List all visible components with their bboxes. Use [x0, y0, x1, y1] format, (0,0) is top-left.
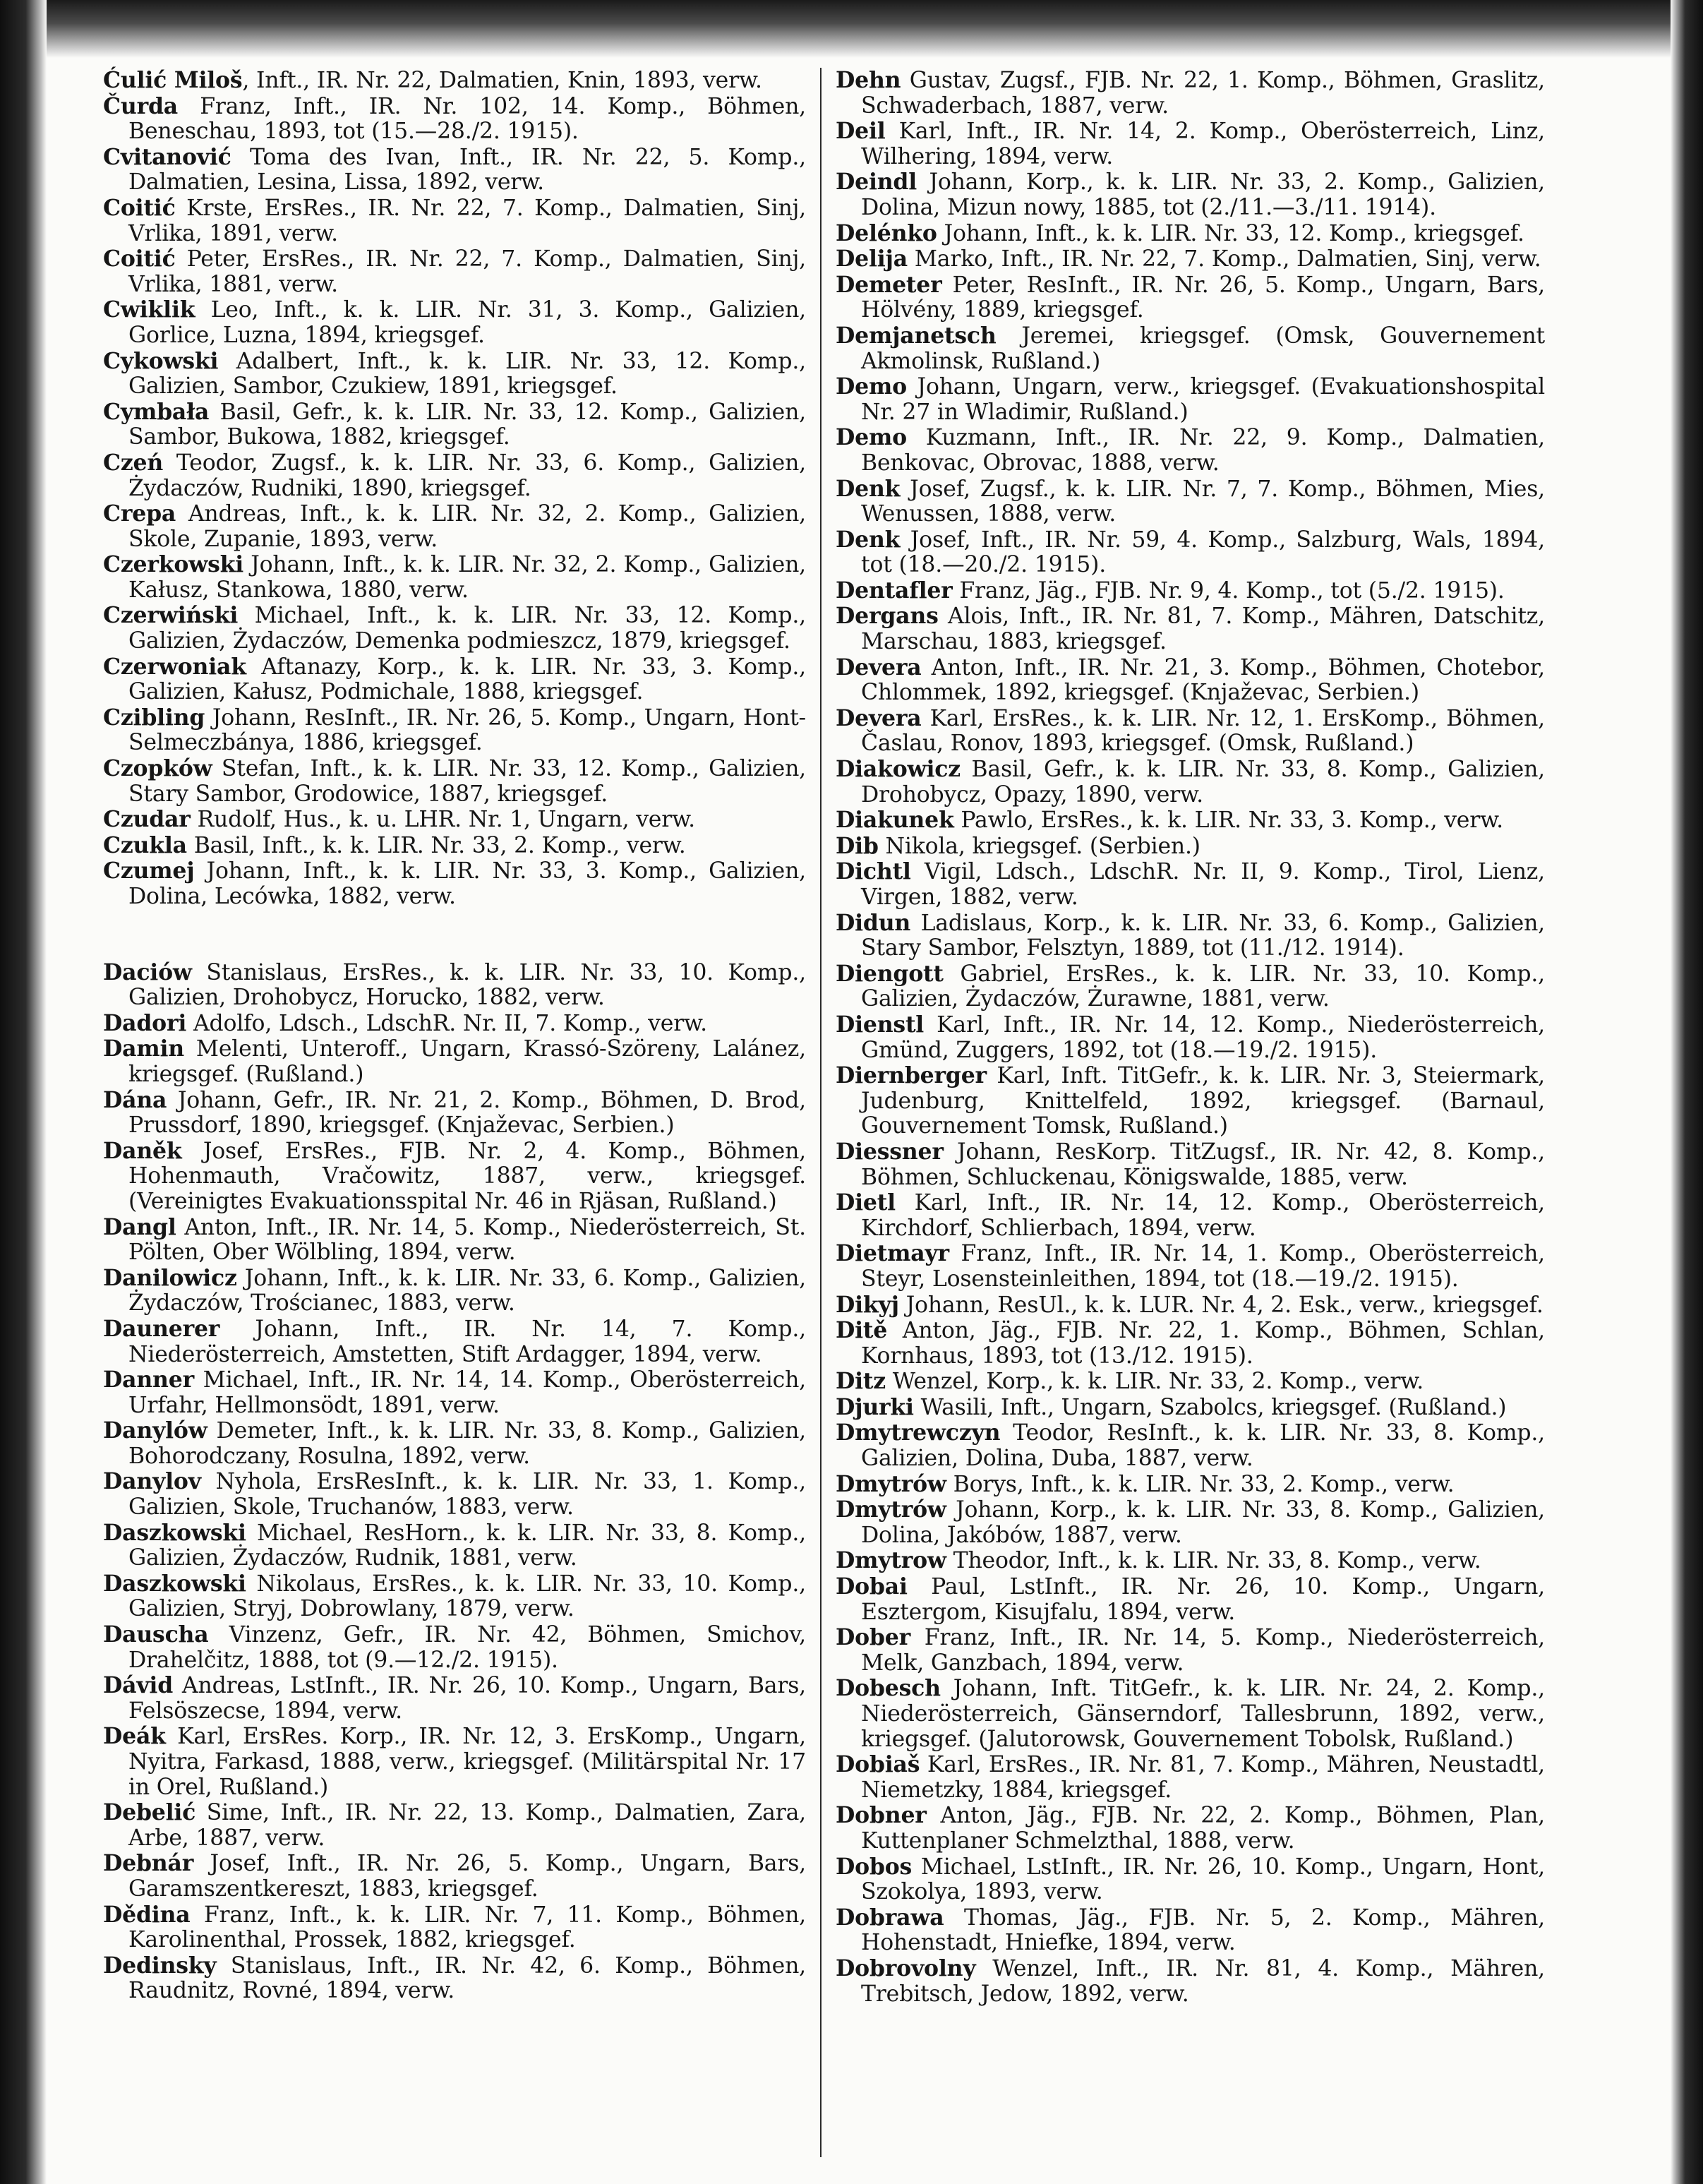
entry-details: Borys, Inft., k. k. LIR. Nr. 33, 2. Komp., verw. [946, 1471, 1455, 1497]
register-entry [103, 1571, 806, 1622]
entry-details: Michael, ResHorn., k. k. LIR. Nr. 33, 8. Komp., Galizien, Żydaczów, Rudnik, 1881, verw. [128, 1520, 806, 1571]
entry-details: Krste, ErsRes., IR. Nr. 22, 7. Komp., Dalmatien, Sinj, Vrlika, 1891, verw. [128, 195, 806, 246]
entry-surname: Daněk [103, 1137, 182, 1164]
entry-details: Karl, Inft., IR. Nr. 14, 12. Komp., Oberösterreich, Kirchdorf, Schlierbach, 1894, verw. [861, 1190, 1545, 1241]
entry-surname: Dmytrow [836, 1547, 946, 1574]
register-entry [836, 1752, 1545, 1803]
register-entry [103, 1011, 806, 1037]
entry-surname: Demjanetsch [836, 322, 997, 349]
register-entry [836, 1548, 1545, 1574]
register-entry [103, 1088, 806, 1139]
entry-details: Johann, Korp., k. k. LIR. Nr. 33, 2. Komp., Galizien, Dolina, Mizun nowy, 1885, tot (2./11.—3./11. 1914). [861, 169, 1545, 220]
register-entry [103, 807, 806, 833]
entry-surname: Cwiklik [103, 296, 195, 323]
entry-surname: Delija [836, 246, 908, 272]
entry-details: Nikolaus, ErsRes., k. k. LIR. Nr. 33, 10. Komp., Galizien, Stryj, Dobrowlany, 1879, verw. [128, 1571, 806, 1622]
register-entry [103, 246, 806, 297]
entry-details: Toma des Ivan, Inft., IR. Nr. 22, 5. Komp., Dalmatien, Lesina, Lissa, 1892, verw. [128, 144, 806, 196]
entry-surname: Deil [836, 118, 886, 145]
register-entry [836, 1956, 1545, 2007]
entry-surname: Dmytrewczyn [836, 1420, 1001, 1446]
entry-details: Marko, Inft., IR. Nr. 22, 7. Komp., Dalmatien, Sinj, verw. [907, 246, 1541, 272]
entry-details: Thomas, Jäg., FJB. Nr. 5, 2. Komp., Mähren, Hohenstadt, Hniefke, 1894, verw. [861, 1904, 1545, 1956]
register-entry [836, 272, 1545, 323]
register-entry [836, 169, 1545, 220]
register-entry [103, 1469, 806, 1520]
register-entry [836, 1574, 1545, 1625]
entry-surname: Devera [836, 654, 922, 680]
entry-details: , Inft., IR. Nr. 22, Dalmatien, Knin, 1893, verw. [242, 68, 762, 93]
entry-details: Teodor, ResInft., k. k. LIR. Nr. 33, 8. Komp., Galizien, Dolina, Duba, 1887, verw. [861, 1420, 1545, 1472]
entry-details: Peter, ResInft., IR. Nr. 26, 5. Komp., Ungarn, Bars, Hölvény, 1889, kriegsgef. [861, 272, 1545, 323]
entry-details: Adalbert, Inft., k. k. LIR. Nr. 33, 12. Komp., Galizien, Sambor, Czukiew, 1891, kriegsgef. [128, 348, 806, 400]
entry-details: Johann, Inft. TitGefr., k. k. LIR. Nr. 24, 2. Komp., Niederösterreich, Gänserndorf, Tallesbrunn, 1892, verw., kriegsgef. (Jalutorowsk, Gouvernement Tobolsk, Rußland.) [861, 1676, 1545, 1752]
entry-surname: Czopków [103, 755, 212, 782]
entry-surname: Ditě [836, 1317, 888, 1344]
entry-surname: Dmytrów [836, 1496, 946, 1523]
register-entry [103, 1724, 806, 1800]
entry-details: Pawlo, ErsRes., k. k. LIR. Nr. 33, 3. Komp., verw. [953, 808, 1503, 834]
register-entry [103, 1520, 806, 1571]
entry-details: Wenzel, Inft., IR. Nr. 81, 4. Komp., Mähren, Trebitsch, Jedow, 1892, verw. [861, 1955, 1545, 2007]
entry-surname: Diakowicz [836, 756, 961, 783]
register-entry [103, 1851, 806, 1902]
entry-details: Gustav, Zugsf., FJB. Nr. 22, 1. Komp., Böhmen, Graslitz, Schwaderbach, 1887, verw. [861, 68, 1545, 119]
entry-details: Anton, Inft., IR. Nr. 14, 5. Komp., Niederösterreich, St. Pölten, Ober Wölbling, 1894, verw. [128, 1214, 806, 1266]
entry-surname: Dmytrów [836, 1470, 946, 1497]
entry-surname: Dauscha [103, 1621, 209, 1648]
entry-surname: Daszkowski [103, 1570, 246, 1597]
entry-details: Wenzel, Korp., k. k. LIR. Nr. 33, 2. Komp., verw. [885, 1369, 1424, 1395]
entry-details: Kuzmann, Inft., IR. Nr. 22, 9. Komp., Dalmatien, Benkovac, Obrovac, 1888, verw. [861, 425, 1545, 476]
entry-surname: Dobiaš [836, 1751, 920, 1778]
register-entry [836, 374, 1545, 425]
entry-details: Vigil, Ldsch., LdschR. Nr. II, 9. Komp., Tirol, Lienz, Virgen, 1882, verw. [861, 859, 1545, 910]
entry-surname: Crepa [103, 500, 176, 527]
entry-surname: Dergans [836, 603, 939, 630]
entry-details: Andreas, LstInft., IR. Nr. 26, 10. Komp., Ungarn, Bars, Felsöszecse, 1894, verw. [128, 1673, 806, 1724]
register-entry [836, 604, 1545, 654]
entry-surname: Denk [836, 475, 901, 502]
entry-surname: Ditz [836, 1368, 886, 1395]
register-entry [103, 1902, 806, 1953]
entry-details: Josef, Inft., IR. Nr. 26, 5. Komp., Ungarn, Bars, Garamszentkereszt, 1883, kriegsgef. [128, 1851, 806, 1902]
entry-details: Sime, Inft., IR. Nr. 22, 13. Komp., Dalmatien, Zara, Arbe, 1887, verw. [128, 1800, 806, 1851]
entry-surname: Dobesch [836, 1675, 941, 1702]
entry-details: Johann, Gefr., IR. Nr. 21, 2. Komp., Böhmen, D. Brod, Prussdorf, 1890, kriegsgef. (Knjaževac, Serbien.) [128, 1087, 806, 1139]
entry-details: Alois, Inft., IR. Nr. 81, 7. Komp., Mähren, Datschitz, Marschau, 1883, kriegsgef. [861, 604, 1545, 655]
column-divider [820, 68, 822, 2157]
entry-details: Franz, Inft., IR. Nr. 14, 1. Komp., Oberösterreich, Steyr, Losensteinleithen, 1894, tot (18.—19./2. 1915). [861, 1241, 1545, 1292]
register-entry [836, 1369, 1545, 1395]
entry-details: Franz, Inft., IR. Nr. 102, 14. Komp., Böhmen, Beneschau, 1893, tot (15.—28./2. 1915). [128, 93, 806, 145]
register-entry [836, 68, 1545, 119]
entry-surname: Czeń [103, 449, 164, 476]
register-entry [103, 1418, 806, 1469]
register-entry [103, 145, 806, 196]
entry-details: Peter, ErsRes., IR. Nr. 22, 7. Komp., Dalmatien, Sinj, Vrlika, 1881, verw. [128, 246, 806, 297]
entry-surname: Dadori [103, 1009, 187, 1036]
register-entry [836, 655, 1545, 706]
register-entry [836, 808, 1545, 834]
entry-details: Anton, Jäg., FJB. Nr. 22, 1. Komp., Böhmen, Schlan, Kornhaus, 1893, tot (13./12. 1915). [861, 1318, 1545, 1369]
entry-details: Nikola, kriegsgef. (Serbien.) [878, 833, 1200, 859]
entry-surname: Deák [103, 1723, 166, 1750]
entry-surname: Debnár [103, 1850, 194, 1877]
entry-details: Rudolf, Hus., k. u. LHR. Nr. 1, Ungarn, verw. [190, 807, 695, 833]
entry-surname: Diengott [836, 960, 944, 987]
entry-details: Johann, ResInft., IR. Nr. 26, 5. Komp., Ungarn, Hont-Selmeczbánya, 1886, kriegsgef. [128, 704, 806, 756]
register-entry [103, 858, 806, 909]
register-entry [836, 246, 1545, 272]
entry-details: Gabriel, ErsRes., k. k. LIR. Nr. 33, 10. Komp., Galizien, Żydaczów, Żurawne, 1881, verw. [861, 961, 1545, 1012]
entry-surname: Dietmayr [836, 1240, 949, 1267]
scan-left-border [0, 0, 47, 2184]
entry-surname: Dober [836, 1624, 910, 1651]
entry-details: Nyhola, ErsResInft., k. k. LIR. Nr. 33, 1. Komp., Galizien, Skole, Truchanów, 1883, verw. [128, 1469, 806, 1520]
entry-details: Johann, ResUl., k. k. LUR. Nr. 4, 2. Esk., verw., kriegsgef. [898, 1292, 1543, 1318]
entry-surname: Daunerer [103, 1315, 220, 1342]
entry-surname: Danilowicz [103, 1264, 237, 1291]
entry-surname: Daciów [103, 959, 192, 985]
entry-details: Leo, Inft., k. k. LIR. Nr. 31, 3. Komp., Galizien, Gorlice, Luzna, 1894, kriegsgef. [128, 297, 806, 348]
entry-surname: Czibling [103, 704, 205, 731]
entry-surname: Dichtl [836, 858, 911, 885]
register-entry [836, 1803, 1545, 1854]
register-entry [103, 1367, 806, 1418]
entry-details: Michael, LstInft., IR. Nr. 26, 10. Komp., Ungarn, Hont, Szokolya, 1893, verw. [861, 1854, 1545, 1905]
entry-surname: Daszkowski [103, 1519, 246, 1546]
entry-surname: Dib [836, 832, 879, 859]
entry-details: Jeremei, kriegsgef. (Omsk, Gouvernement Akmolinsk, Rußland.) [861, 323, 1545, 374]
right-column [836, 68, 1545, 2007]
entry-details: Karl, ErsRes., k. k. LIR. Nr. 12, 1. ErsKomp., Böhmen, Časlau, Ronov, 1893, kriegsgef. (Omsk, Rußland.) [861, 705, 1545, 757]
entry-surname: Dobai [836, 1573, 908, 1600]
register-entry [103, 196, 806, 246]
register-entry [836, 119, 1545, 169]
entry-details: Anton, Jäg., FJB. Nr. 22, 2. Komp., Böhmen, Plan, Kuttenplaner Schmelzthal, 1888, verw. [861, 1803, 1545, 1854]
entry-surname: Denk [836, 526, 901, 553]
entry-details: Demeter, Inft., k. k. LIR. Nr. 33, 8. Komp., Galizien, Bohorodczany, Rosulna, 1892, verw. [128, 1418, 806, 1469]
entry-surname: Ćulić Miloš [103, 67, 243, 93]
entry-surname: Czudar [103, 806, 191, 833]
register-entry [836, 1292, 1545, 1319]
entry-surname: Dikyj [836, 1291, 899, 1318]
entry-details: Ladislaus, Korp., k. k. LIR. Nr. 33, 6. Komp., Galizien, Stary Sambor, Felsztyn, 1889, tot (11./12. 1914). [861, 910, 1545, 961]
register-entry [836, 527, 1545, 578]
register-entry [836, 425, 1545, 476]
register-entry [836, 961, 1545, 1012]
register-entry [103, 501, 806, 552]
entry-details: Karl, Inft., IR. Nr. 14, 2. Komp., Oberösterreich, Linz, Wilhering, 1894, verw. [861, 119, 1545, 169]
register-entry [836, 578, 1545, 604]
register-entry [103, 94, 806, 145]
register-entry [103, 1953, 806, 2004]
entry-details: Aftanazy, Korp., k. k. LIR. Nr. 33, 3. Komp., Galizien, Kałusz, Podmichale, 1888, kriegsgef. [128, 654, 806, 705]
entry-details: Johann, Inft., k. k. LIR. Nr. 33, 12. Komp., kriegsgef. [937, 220, 1524, 246]
left-column [103, 68, 806, 2004]
entry-surname: Devera [836, 704, 922, 731]
entry-details: Basil, Gefr., k. k. LIR. Nr. 33, 12. Komp., Galizien, Sambor, Bukowa, 1882, kriegsgef. [128, 399, 806, 450]
register-entry [836, 476, 1545, 527]
entry-details: Michael, Inft., k. k. LIR. Nr. 33, 12. Komp., Galizien, Żydaczów, Demenka podmieszcz, 1879, kriegsgef. [128, 603, 806, 654]
register-entry [103, 705, 806, 756]
entry-surname: Czerwiński [103, 602, 239, 629]
entry-details: Stefan, Inft., k. k. LIR. Nr. 33, 12. Komp., Galizien, Stary Sambor, Grodowice, 1887, kriegsgef. [128, 756, 806, 807]
entry-surname: Dávid [103, 1672, 174, 1699]
entry-details: Franz, Inft., IR. Nr. 14, 5. Komp., Niederösterreich, Melk, Ganzbach, 1894, verw. [861, 1625, 1545, 1676]
register-entry [103, 654, 806, 705]
entry-surname: Czumej [103, 858, 195, 884]
entry-surname: Demo [836, 424, 907, 451]
scan-top-border [0, 0, 1703, 58]
entry-surname: Cymbała [103, 398, 210, 425]
entry-surname: Czerwoniak [103, 653, 246, 680]
entry-surname: Čurda [103, 92, 179, 119]
register-entry [103, 1266, 806, 1316]
entry-surname: Diessner [836, 1138, 944, 1165]
register-entry [103, 960, 806, 1011]
register-entry [836, 1012, 1545, 1063]
register-entry [836, 1676, 1545, 1752]
entry-surname: Danylov [103, 1468, 201, 1495]
entry-surname: Demeter [836, 271, 942, 298]
register-entry [103, 400, 806, 450]
entry-details: Franz, Inft., k. k. LIR. Nr. 7, 11. Komp., Böhmen, Karolinenthal, Prossek, 1882, kriegsgef. [128, 1902, 806, 1953]
entry-details: Vinzenz, Gefr., IR. Nr. 42, Böhmen, Smichov, Drahelčitz, 1888, tot (9.—12./2. 1915). [128, 1622, 806, 1673]
register-entry [103, 1036, 806, 1087]
entry-details: Melenti, Unteroff., Ungarn, Krassó-Szöreny, Lalánez, kriegsgef. (Rußland.) [128, 1036, 806, 1087]
entry-details: Theodor, Inft., k. k. LIR. Nr. 33, 8. Komp., verw. [946, 1548, 1481, 1574]
entry-details: Michael, Inft., IR. Nr. 14, 14. Komp., Oberösterreich, Urfahr, Hellmonsödt, 1891, verw. [128, 1367, 806, 1418]
entry-details: Franz, Jäg., FJB. Nr. 9, 4. Komp., tot (5./2. 1915). [952, 577, 1505, 604]
entry-surname: Cvitanović [103, 143, 231, 170]
entry-details: Johann, Inft., IR. Nr. 14, 7. Komp., Niederösterreich, Amstetten, Stift Ardagger, 1894, verw. [128, 1316, 806, 1367]
entry-surname: Djurki [836, 1393, 914, 1420]
entry-details: Josef, Zugsf., k. k. LIR. Nr. 7, 7. Komp., Böhmen, Mies, Wenussen, 1888, verw. [861, 476, 1545, 527]
entry-details: Karl, Inft. TitGefr., k. k. LIR. Nr. 3, Steiermark, Judenburg, Knittelfeld, 1892, kriegsgef. (Barnaul, Gouvernement Tomsk, Rußland.) [861, 1063, 1545, 1139]
entry-details: Karl, Inft., IR. Nr. 14, 12. Komp., Niederösterreich, Gmünd, Zuggers, 1892, tot (18.—19./2. 1915). [861, 1012, 1545, 1063]
entry-surname: Dangl [103, 1213, 176, 1240]
entry-details: Teodor, Zugsf., k. k. LIR. Nr. 33, 6. Komp., Galizien, Żydaczów, Rudniki, 1890, kriegsgef. [128, 450, 806, 501]
register-entry [103, 1316, 806, 1367]
entry-surname: Dehn [836, 67, 901, 93]
register-entry [103, 297, 806, 348]
register-entry [836, 1063, 1545, 1139]
entry-details: Johann, Inft., k. k. LIR. Nr. 33, 3. Komp., Galizien, Dolina, Lecówka, 1882, verw. [128, 858, 806, 909]
entry-details: Basil, Inft., k. k. LIR. Nr. 33, 2. Komp., verw. [186, 832, 686, 858]
register-entry [103, 833, 806, 859]
register-entry [836, 1318, 1545, 1369]
entry-details: Johann, Korp., k. k. LIR. Nr. 33, 8. Komp., Galizien, Dolina, Jakóbów, 1887, verw. [861, 1497, 1545, 1548]
register-entry [836, 859, 1545, 910]
register-entry [836, 221, 1545, 247]
entry-surname: Dentafler [836, 577, 953, 604]
entry-details: Johann, Inft., k. k. LIR. Nr. 32, 2. Komp., Galizien, Kałusz, Stankowa, 1880, verw. [128, 552, 806, 603]
entry-surname: Coitić [103, 194, 176, 221]
register-entry [103, 603, 806, 654]
register-entry [836, 834, 1545, 860]
entry-details: Wasili, Inft., Ungarn, Szabolcs, kriegsgef. (Rußland.) [913, 1394, 1507, 1420]
register-entry [103, 1622, 806, 1673]
register-entry [836, 1472, 1545, 1498]
entry-details: Stanislaus, ErsRes., k. k. LIR. Nr. 33, 10. Komp., Galizien, Drohobycz, Horucko, 1882, verw. [128, 959, 806, 1011]
entry-surname: Dána [103, 1086, 167, 1113]
register-entry [103, 1673, 806, 1724]
register-entry [836, 1395, 1545, 1421]
entry-details: Adolfo, Ldsch., LdschR. Nr. II, 7. Komp., verw. [186, 1010, 707, 1036]
register-entry [103, 450, 806, 501]
entry-surname: Czukla [103, 832, 187, 858]
register-entry [103, 1139, 806, 1215]
register-entry [836, 1854, 1545, 1905]
entry-surname: Delénko [836, 220, 937, 246]
entry-surname: Dobos [836, 1853, 913, 1880]
register-entry [103, 68, 806, 94]
entry-surname: Dietl [836, 1189, 896, 1216]
register-entry [103, 552, 806, 603]
entry-details: Johann, Ungarn, verw., kriegsgef. (Evakuationshospital Nr. 27 in Wladimir, Rußland.) [861, 374, 1545, 425]
register-entry [836, 706, 1545, 757]
entry-surname: Cykowski [103, 347, 219, 374]
register-entry [103, 756, 806, 807]
entry-surname: Dědina [103, 1901, 191, 1928]
entry-surname: Deindl [836, 169, 917, 196]
register-entry [836, 1139, 1545, 1190]
entry-details: Basil, Gefr., k. k. LIR. Nr. 33, 8. Komp., Galizien, Drohobycz, Opazy, 1890, verw. [861, 757, 1545, 808]
register-entry [103, 1800, 806, 1851]
scan-right-border [1671, 0, 1703, 2184]
entry-surname: Danylów [103, 1417, 207, 1444]
register-entry [836, 323, 1545, 374]
register-entry [836, 1190, 1545, 1241]
register-entry [836, 1241, 1545, 1292]
entry-details: Anton, Inft., IR. Nr. 21, 3. Komp., Böhmen, Chotebor, Chlommek, 1892, kriegsgef. (Knjaževac, Serbien.) [861, 654, 1545, 706]
entry-details: Karl, ErsRes., IR. Nr. 81, 7. Komp., Mähren, Neustadtl, Niemetzky, 1884, kriegsgef. [861, 1752, 1545, 1803]
entry-details: Josef, ErsRes., FJB. Nr. 2, 4. Komp., Böhmen, Hohenmauth, Vračowitz, 1887, verw., kriegsgef. (Vereinigtes Evakuationsspital Nr. 46 in Rjäsan, Rußland.) [128, 1138, 806, 1214]
entry-surname: Dienstl [836, 1011, 925, 1038]
entry-surname: Debelić [103, 1799, 196, 1826]
register-entry [836, 1497, 1545, 1548]
entry-details: Karl, ErsRes. Korp., IR. Nr. 12, 3. ErsKomp., Ungarn, Nyitra, Farkasd, 1888, verw., kriegsgef. (Militärspital Nr. 17 in Orel, Rußland.) [128, 1724, 806, 1800]
entry-details: Johann, Inft., k. k. LIR. Nr. 33, 6. Komp., Galizien, Żydaczów, Trościanec, 1883, verw. [128, 1265, 806, 1316]
entry-surname: Czerkowski [103, 551, 244, 578]
entry-details: Johann, ResKorp. TitZugsf., IR. Nr. 42, 8. Komp., Böhmen, Schluckenau, Königswalde, 1885, verw. [861, 1139, 1545, 1190]
entry-details: Stanislaus, Inft., IR. Nr. 42, 6. Komp., Böhmen, Raudnitz, Rovné, 1894, verw. [128, 1952, 806, 2004]
entry-surname: Dobrawa [836, 1904, 944, 1931]
register-entry [836, 911, 1545, 961]
entry-surname: Dobrovolny [836, 1955, 976, 1981]
entry-details: Paul, LstInft., IR. Nr. 26, 10. Komp., Ungarn, Esztergom, Kisujfalu, 1894, verw. [861, 1574, 1545, 1625]
entry-surname: Dobner [836, 1802, 927, 1829]
entry-surname: Diernberger [836, 1062, 987, 1089]
entry-surname: Coitić [103, 246, 176, 272]
entry-surname: Dedinsky [103, 1952, 217, 1979]
register-entry [836, 1420, 1545, 1471]
entry-details: Andreas, Inft., k. k. LIR. Nr. 32, 2. Komp., Galizien, Skole, Zupanie, 1893, verw. [128, 501, 806, 552]
entry-surname: Demo [836, 373, 907, 400]
entry-details: Josef, Inft., IR. Nr. 59, 4. Komp., Salzburg, Wals, 1894, tot (18.—20./2. 1915). [861, 527, 1545, 578]
register-entry [103, 1215, 806, 1266]
register-entry [836, 757, 1545, 808]
register-entry [103, 349, 806, 400]
entry-surname: Danner [103, 1367, 194, 1393]
entry-surname: Diakunek [836, 807, 954, 834]
register-entry [836, 1905, 1545, 1956]
entry-surname: Didun [836, 909, 911, 936]
register-entry [836, 1625, 1545, 1676]
entry-surname: Damin [103, 1036, 184, 1062]
